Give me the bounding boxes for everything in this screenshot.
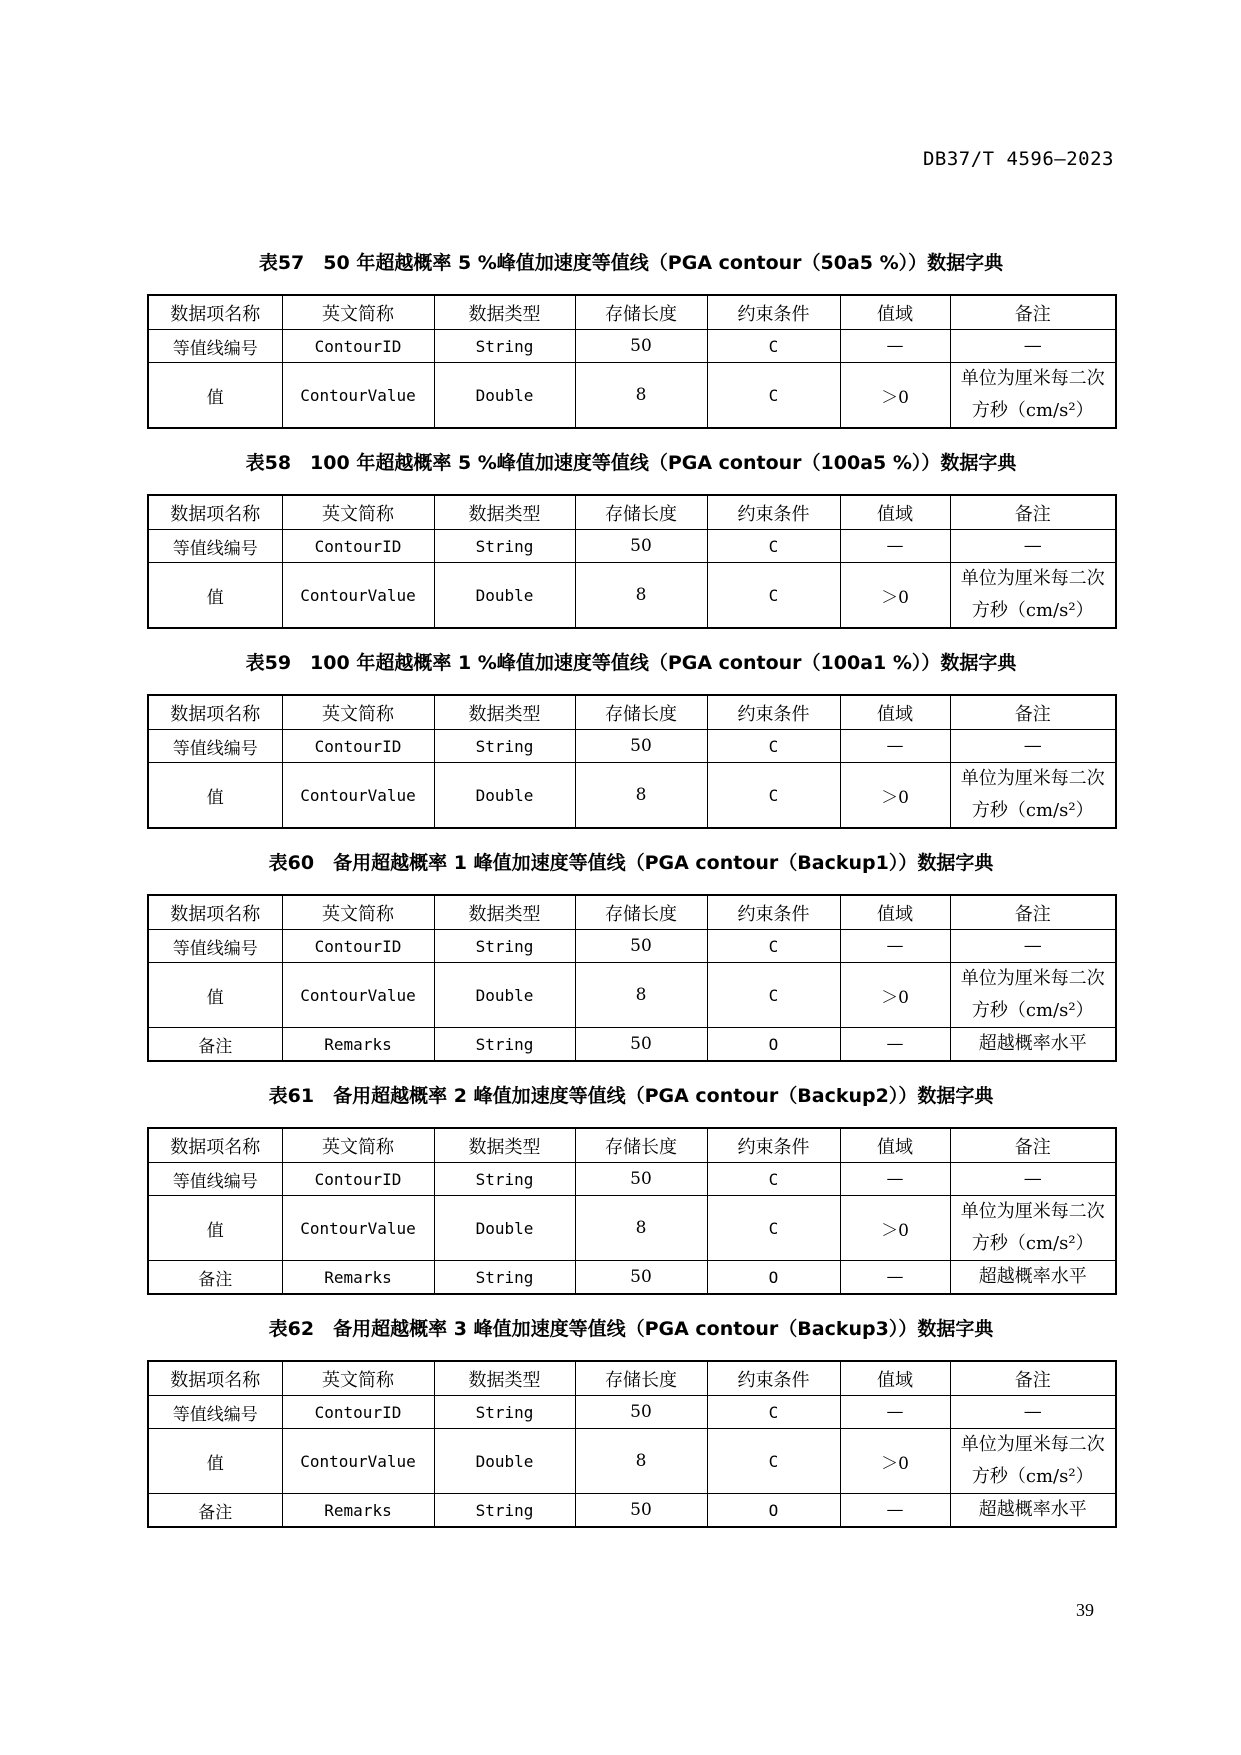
table-cell-abbr: ContourID — [282, 330, 434, 363]
column-header: 备注 — [950, 695, 1116, 730]
column-header: 存储长度 — [575, 895, 707, 930]
table-row — [148, 1196, 1116, 1261]
table-cell-type: Double — [434, 1429, 575, 1494]
table-cell-constraint: C — [707, 563, 840, 629]
data-dictionary-table-block — [147, 1079, 1115, 1295]
column-header: 英文简称 — [282, 1128, 434, 1163]
table-cell-constraint: C — [707, 530, 840, 563]
table-cell-constraint: C — [707, 363, 840, 429]
table-cell-type: String — [434, 530, 575, 563]
table-cell-length: 50 — [575, 1494, 707, 1528]
table-row — [148, 1028, 1116, 1062]
table-cell-length: 50 — [575, 1261, 707, 1295]
table-cell-range: ＞0 — [840, 963, 950, 1028]
table-cell-constraint: O — [707, 1028, 840, 1062]
column-header: 数据类型 — [434, 495, 575, 530]
table-cell-name: 备注 — [148, 1261, 282, 1295]
column-header: 存储长度 — [575, 695, 707, 730]
table-cell-note: 单位为厘米每二次方秒（cm/s²） — [950, 1429, 1116, 1494]
table-title: 表60 备用超越概率 1 峰值加速度等值线（PGA contour（Backup1））数据字典 — [268, 852, 994, 874]
column-header: 值域 — [840, 695, 950, 730]
table-cell-range: — — [840, 930, 950, 963]
table-cell-length: 50 — [575, 330, 707, 363]
table-header-row — [148, 1128, 1116, 1163]
table-cell-range: — — [840, 1396, 950, 1429]
table-cell-name: 等值线编号 — [148, 1163, 282, 1196]
table-cell-type: Double — [434, 763, 575, 829]
table-cell-range: — — [840, 730, 950, 763]
table-cell-abbr: ContourValue — [282, 1429, 434, 1494]
table-cell-length: 8 — [575, 563, 707, 629]
table-title: 表57 50 年超越概率 5 %峰值加速度等值线（PGA contour（50a5 %））数据字典 — [258, 252, 1004, 274]
data-dictionary-table — [147, 1127, 1117, 1295]
table-cell-constraint: C — [707, 1396, 840, 1429]
table-title: 表58 100 年超越概率 5 %峰值加速度等值线（PGA contour（100a5 %））数据字典 — [245, 452, 1017, 474]
table-cell-note: 超越概率水平 — [950, 1028, 1116, 1062]
table-cell-constraint: C — [707, 930, 840, 963]
table-cell-length: 50 — [575, 1163, 707, 1196]
column-header: 数据项名称 — [148, 1361, 282, 1396]
column-header: 约束条件 — [707, 1128, 840, 1163]
column-header: 约束条件 — [707, 695, 840, 730]
table-row — [148, 563, 1116, 629]
table-cell-range: ＞0 — [840, 563, 950, 629]
table-cell-type: String — [434, 1163, 575, 1196]
table-cell-type: Double — [434, 1196, 575, 1261]
table-cell-type: String — [434, 1494, 575, 1528]
data-dictionary-table — [147, 1360, 1117, 1528]
table-cell-note: — — [950, 930, 1116, 963]
column-header: 数据项名称 — [148, 895, 282, 930]
table-cell-type: String — [434, 1396, 575, 1429]
table-cell-range: — — [840, 1163, 950, 1196]
table-title: 表62 备用超越概率 3 峰值加速度等值线（PGA contour（Backup3））数据字典 — [268, 1318, 994, 1340]
data-dictionary-table — [147, 294, 1117, 429]
column-header: 数据项名称 — [148, 1128, 282, 1163]
table-cell-length: 50 — [575, 930, 707, 963]
table-cell-constraint: C — [707, 1196, 840, 1261]
table-cell-constraint: C — [707, 1429, 840, 1494]
table-cell-name: 值 — [148, 363, 282, 429]
table-cell-constraint: C — [707, 1163, 840, 1196]
table-cell-length: 8 — [575, 763, 707, 829]
column-header: 值域 — [840, 895, 950, 930]
table-row — [148, 730, 1116, 763]
table-cell-note: — — [950, 1163, 1116, 1196]
table-title: 表61 备用超越概率 2 峰值加速度等值线（PGA contour（Backup2））数据字典 — [268, 1085, 994, 1107]
table-cell-type: String — [434, 1261, 575, 1295]
table-cell-range: — — [840, 1494, 950, 1528]
table-cell-length: 50 — [575, 530, 707, 563]
table-cell-abbr: Remarks — [282, 1261, 434, 1295]
column-header: 备注 — [950, 495, 1116, 530]
column-header: 存储长度 — [575, 295, 707, 330]
column-header: 数据项名称 — [148, 295, 282, 330]
table-cell-range: — — [840, 1261, 950, 1295]
data-dictionary-table-block — [147, 246, 1115, 429]
table-cell-abbr: ContourID — [282, 1163, 434, 1196]
column-header: 存储长度 — [575, 495, 707, 530]
table-row — [148, 1396, 1116, 1429]
table-cell-abbr: ContourValue — [282, 963, 434, 1028]
data-dictionary-table-block — [147, 1312, 1115, 1528]
table-header-row — [148, 495, 1116, 530]
table-cell-note: 单位为厘米每二次方秒（cm/s²） — [950, 1196, 1116, 1261]
table-cell-range: ＞0 — [840, 763, 950, 829]
table-cell-note: 单位为厘米每二次方秒（cm/s²） — [950, 963, 1116, 1028]
column-header: 值域 — [840, 295, 950, 330]
table-row — [148, 1429, 1116, 1494]
data-dictionary-table-block — [147, 446, 1115, 629]
column-header: 备注 — [950, 295, 1116, 330]
table-cell-range: ＞0 — [840, 1196, 950, 1261]
column-header: 备注 — [950, 1128, 1116, 1163]
column-header: 英文简称 — [282, 495, 434, 530]
table-cell-abbr: ContourID — [282, 730, 434, 763]
column-header: 存储长度 — [575, 1361, 707, 1396]
column-header: 值域 — [840, 1361, 950, 1396]
table-cell-name: 值 — [148, 963, 282, 1028]
table-header-row — [148, 295, 1116, 330]
table-cell-constraint: C — [707, 963, 840, 1028]
table-cell-abbr: ContourID — [282, 1396, 434, 1429]
column-header: 约束条件 — [707, 1361, 840, 1396]
table-cell-range: — — [840, 330, 950, 363]
table-cell-note: 超越概率水平 — [950, 1261, 1116, 1295]
table-cell-type: Double — [434, 363, 575, 429]
data-dictionary-table — [147, 694, 1117, 829]
table-cell-abbr: ContourValue — [282, 363, 434, 429]
table-row — [148, 930, 1116, 963]
table-cell-type: String — [434, 330, 575, 363]
column-header: 英文简称 — [282, 895, 434, 930]
table-cell-range: — — [840, 1028, 950, 1062]
table-cell-type: Double — [434, 563, 575, 629]
table-cell-abbr: ContourID — [282, 930, 434, 963]
column-header: 值域 — [840, 495, 950, 530]
table-title: 表59 100 年超越概率 1 %峰值加速度等值线（PGA contour（100a1 %））数据字典 — [245, 652, 1017, 674]
column-header: 数据类型 — [434, 1128, 575, 1163]
column-header: 存储长度 — [575, 1128, 707, 1163]
table-row — [148, 1494, 1116, 1528]
column-header: 数据项名称 — [148, 495, 282, 530]
table-cell-note: 单位为厘米每二次方秒（cm/s²） — [950, 363, 1116, 429]
table-cell-abbr: ContourValue — [282, 1196, 434, 1261]
table-cell-name: 备注 — [148, 1494, 282, 1528]
table-row — [148, 963, 1116, 1028]
table-cell-constraint: C — [707, 330, 840, 363]
table-cell-name: 等值线编号 — [148, 1396, 282, 1429]
table-cell-name: 值 — [148, 1196, 282, 1261]
table-cell-length: 8 — [575, 1196, 707, 1261]
data-dictionary-table — [147, 894, 1117, 1062]
table-cell-note: — — [950, 1396, 1116, 1429]
table-cell-name: 备注 — [148, 1028, 282, 1062]
table-cell-constraint: O — [707, 1261, 840, 1295]
table-cell-constraint: O — [707, 1494, 840, 1528]
table-cell-type: String — [434, 1028, 575, 1062]
table-cell-range: ＞0 — [840, 363, 950, 429]
column-header: 英文简称 — [282, 1361, 434, 1396]
table-cell-type: Double — [434, 963, 575, 1028]
table-cell-abbr: ContourValue — [282, 563, 434, 629]
table-cell-name: 等值线编号 — [148, 730, 282, 763]
table-cell-note: 超越概率水平 — [950, 1494, 1116, 1528]
table-cell-note: 单位为厘米每二次方秒（cm/s²） — [950, 563, 1116, 629]
table-row — [148, 530, 1116, 563]
table-cell-note: — — [950, 330, 1116, 363]
column-header: 约束条件 — [707, 295, 840, 330]
column-header: 数据类型 — [434, 895, 575, 930]
table-header-row — [148, 895, 1116, 930]
table-header-row — [148, 695, 1116, 730]
table-row — [148, 1261, 1116, 1295]
column-header: 约束条件 — [707, 495, 840, 530]
page-number: 39 — [1076, 1600, 1094, 1620]
table-cell-abbr: ContourID — [282, 530, 434, 563]
table-cell-abbr: ContourValue — [282, 763, 434, 829]
column-header: 备注 — [950, 895, 1116, 930]
table-cell-name: 等值线编号 — [148, 930, 282, 963]
table-cell-type: String — [434, 930, 575, 963]
data-dictionary-table-block — [147, 846, 1115, 1062]
table-cell-range: — — [840, 530, 950, 563]
table-cell-name: 等值线编号 — [148, 530, 282, 563]
table-cell-type: String — [434, 730, 575, 763]
table-cell-name: 值 — [148, 563, 282, 629]
table-header-row — [148, 1361, 1116, 1396]
data-dictionary-table — [147, 494, 1117, 629]
table-cell-length: 50 — [575, 1028, 707, 1062]
column-header: 数据项名称 — [148, 695, 282, 730]
column-header: 数据类型 — [434, 695, 575, 730]
table-cell-note: 单位为厘米每二次方秒（cm/s²） — [950, 763, 1116, 829]
table-row — [148, 1163, 1116, 1196]
table-cell-range: ＞0 — [840, 1429, 950, 1494]
table-cell-name: 等值线编号 — [148, 330, 282, 363]
column-header: 英文简称 — [282, 695, 434, 730]
table-cell-length: 50 — [575, 1396, 707, 1429]
table-cell-name: 值 — [148, 763, 282, 829]
table-cell-constraint: C — [707, 730, 840, 763]
table-row — [148, 363, 1116, 429]
table-cell-length: 8 — [575, 963, 707, 1028]
table-cell-constraint: C — [707, 763, 840, 829]
table-cell-name: 值 — [148, 1429, 282, 1494]
column-header: 数据类型 — [434, 1361, 575, 1396]
column-header: 约束条件 — [707, 895, 840, 930]
table-cell-length: 8 — [575, 363, 707, 429]
table-cell-abbr: Remarks — [282, 1494, 434, 1528]
document-code: DB37/T 4596—2023 — [922, 148, 1114, 170]
data-dictionary-table-block — [147, 646, 1115, 829]
column-header: 数据类型 — [434, 295, 575, 330]
table-cell-abbr: Remarks — [282, 1028, 434, 1062]
table-cell-note: — — [950, 730, 1116, 763]
table-cell-length: 50 — [575, 730, 707, 763]
table-cell-note: — — [950, 530, 1116, 563]
table-row — [148, 330, 1116, 363]
column-header: 值域 — [840, 1128, 950, 1163]
column-header: 英文简称 — [282, 295, 434, 330]
column-header: 备注 — [950, 1361, 1116, 1396]
table-cell-length: 8 — [575, 1429, 707, 1494]
table-row — [148, 763, 1116, 829]
